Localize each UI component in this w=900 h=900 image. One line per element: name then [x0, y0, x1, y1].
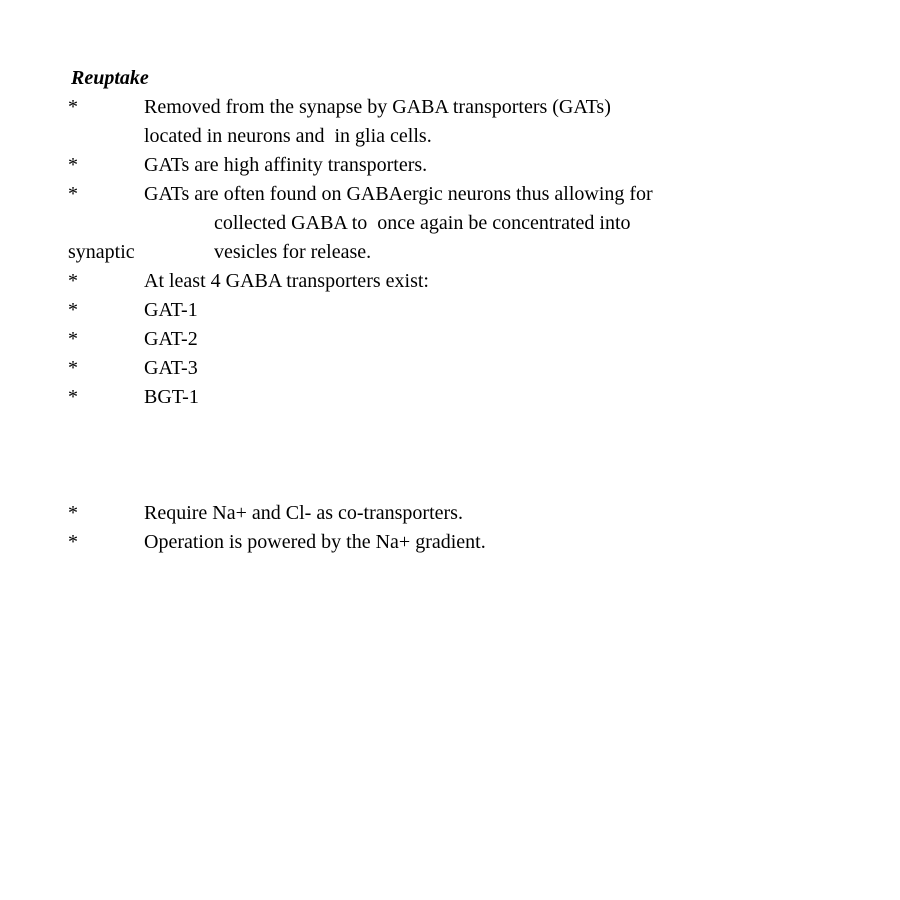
list-item-label: GAT-2	[144, 328, 198, 350]
list-item	[68, 93, 868, 122]
list-item-label: BGT-1	[144, 386, 199, 408]
blank-line	[68, 470, 868, 499]
list-item-continuation-outdented	[68, 238, 868, 267]
list-item	[68, 528, 868, 557]
list-item-label-wrapped: vesicles for release.	[214, 241, 372, 263]
asterisk-bullet-icon: *	[68, 328, 78, 350]
asterisk-bullet-icon: *	[68, 183, 78, 205]
list-item-continuation	[68, 122, 868, 151]
blank-line	[68, 441, 868, 470]
asterisk-bullet-icon: *	[68, 357, 78, 379]
asterisk-bullet-icon: *	[68, 531, 78, 553]
list-item-label-wrapped: collected GABA to once again be concentrated into	[214, 212, 631, 234]
list-item	[68, 325, 868, 354]
asterisk-bullet-icon: *	[68, 270, 78, 292]
asterisk-bullet-icon: *	[68, 502, 78, 524]
list-item-label: At least 4 GABA transporters exist:	[144, 270, 429, 292]
list-item-label: GAT-3	[144, 357, 198, 379]
list-item-continuation	[68, 209, 868, 238]
list-item-label: Require Na+ and Cl- as co-transporters.	[144, 502, 463, 524]
list-item-label: Operation is powered by the Na+ gradient.	[144, 531, 486, 553]
list-item-label-wrapped: located in neurons and in glia cells.	[144, 125, 432, 147]
slide-content-body	[68, 64, 868, 557]
list-item-label: Removed from the synapse by GABA transporters (GATs)	[144, 96, 611, 118]
list-item	[68, 180, 868, 209]
list-item-label: GAT-1	[144, 299, 198, 321]
asterisk-bullet-icon: *	[68, 96, 78, 118]
asterisk-bullet-icon: *	[68, 299, 78, 321]
list-item	[68, 296, 868, 325]
list-item	[68, 151, 868, 180]
list-item	[68, 383, 868, 412]
list-item	[68, 267, 868, 296]
asterisk-bullet-icon: *	[68, 154, 78, 176]
list-item-label: GATs are often found on GABAergic neurons thus allowing for	[144, 183, 653, 205]
blank-line	[68, 412, 868, 441]
outdented-word: synaptic	[68, 241, 135, 263]
list-item	[68, 499, 868, 528]
asterisk-bullet-icon: *	[68, 386, 78, 408]
list-item	[68, 354, 868, 383]
page-title: Reuptake	[71, 67, 149, 89]
list-item-label: GATs are high affinity transporters.	[144, 154, 428, 176]
